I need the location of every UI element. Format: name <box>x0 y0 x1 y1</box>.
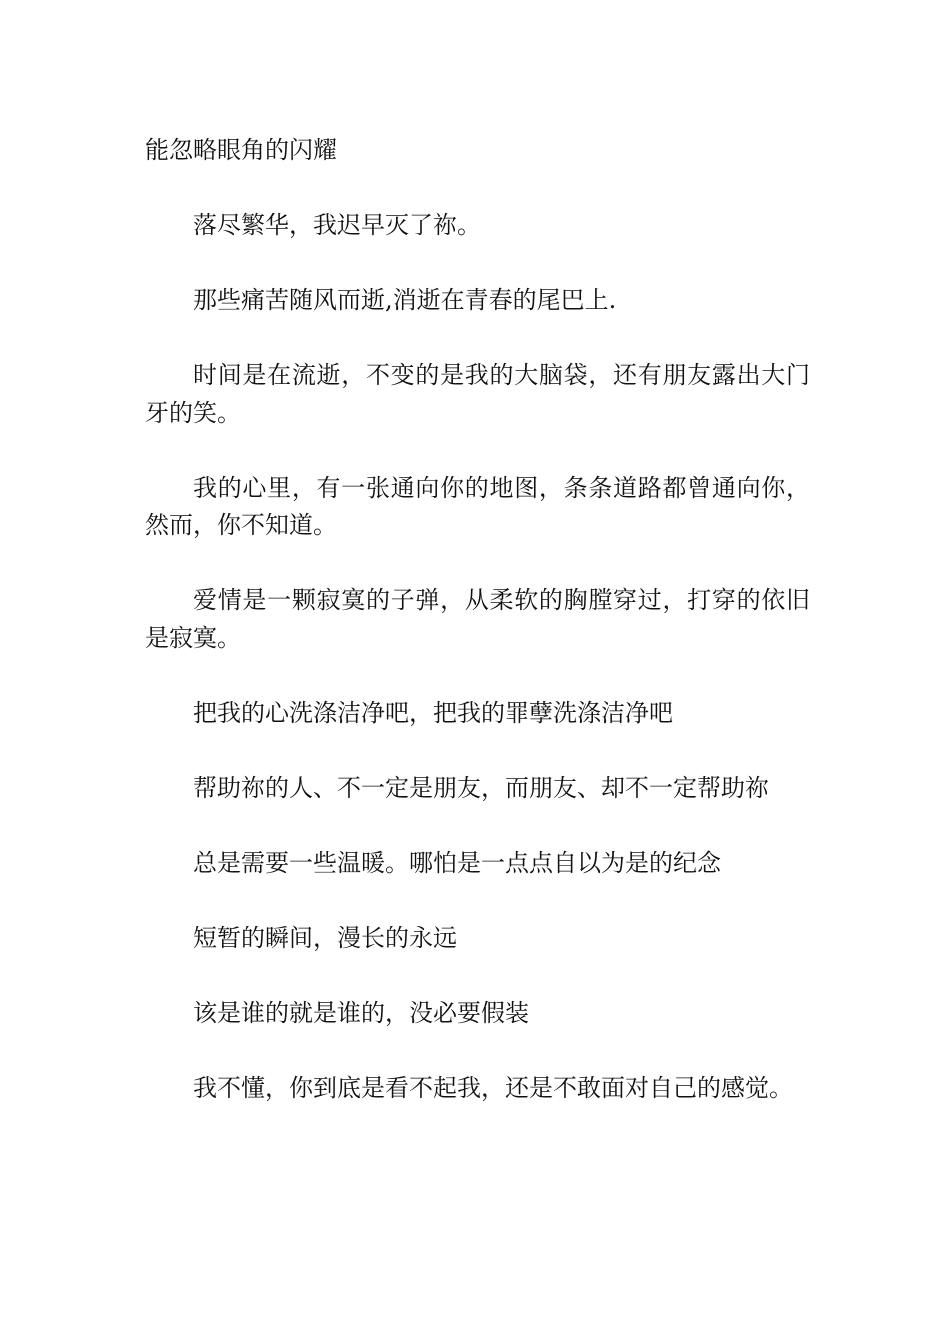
paragraph: 总是需要一些温暖。哪怕是一点点自以为是的纪念 <box>193 848 721 877</box>
document-body <box>145 132 810 1145</box>
paragraph: 爱情是一颗寂寞的子弹，从柔软的胸膛穿过，打穿的依旧是寂寞。 <box>145 586 810 652</box>
paragraph: 帮助祢的人、不一定是朋友，而朋友、却不一定帮助祢 <box>193 773 769 802</box>
paragraph: 该是谁的就是谁的，没必要假装 <box>193 998 529 1027</box>
paragraph: 时间是在流逝，不变的是我的大脑袋，还有朋友露出大门牙的笑。 <box>145 361 810 427</box>
paragraph: 那些痛苦随风而逝,消逝在青春的尾巴上. <box>193 286 617 314</box>
paragraph: 短暂的瞬间，漫长的永远 <box>193 923 457 952</box>
paragraph: 能忽略眼角的闪耀 <box>145 136 337 164</box>
paragraph: 把我的心洗涤洁净吧，把我的罪孽洗涤洁净吧 <box>193 698 673 727</box>
paragraph: 我的心里，有一张通向你的地图，条条道路都曾通向你，然而，你不知道。 <box>145 473 810 539</box>
paragraph: 落尽繁华，我迟早灭了祢。 <box>193 211 481 239</box>
paragraph: 我不懂，你到底是看不起我，还是不敢面对自己的感觉。 <box>193 1073 793 1102</box>
